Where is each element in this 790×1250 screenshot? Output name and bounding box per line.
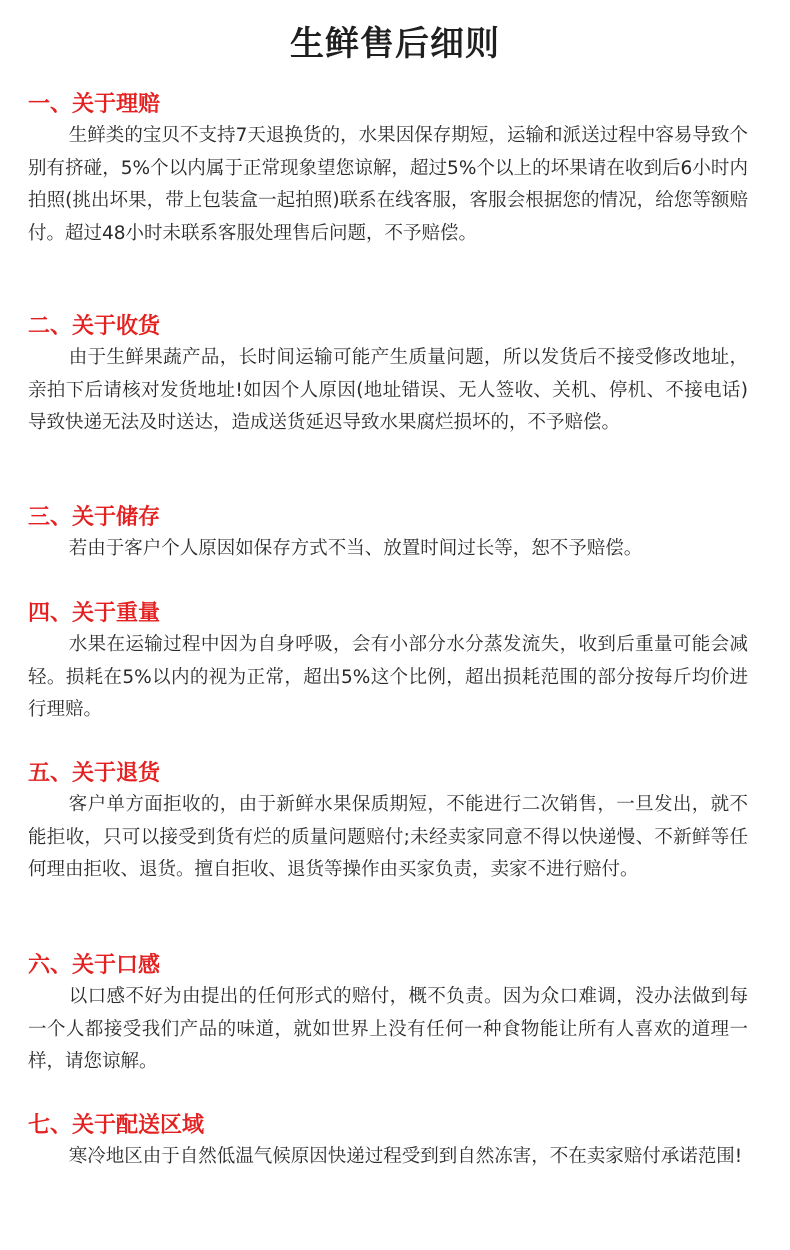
section-delivery-area (28, 1111, 748, 1174)
section-heading: 二、关于收货 (28, 314, 161, 339)
section-returns (28, 759, 748, 887)
section-body: 水果在运输过程中因为自身呼吸，会有小部分水分蒸发流失，收到后重量可能会减轻。损耗在5%以内的视为正常，超出5%这个比例，超出损耗范围的部分按每斤均价进行理赔。 (28, 634, 748, 720)
section-storage (28, 503, 748, 566)
section-heading: 七、关于配送区域 (28, 1113, 205, 1138)
section-receiving (28, 312, 748, 440)
section-body: 以口感不好为由提出的任何形式的赔付，概不负责。因为众口难调，没办法做到每一个人都接受我们产品的味道，就如世界上没有任何一种食物能让所有人喜欢的道理一样，请您谅解。 (28, 986, 748, 1072)
section-heading: 三、关于储存 (28, 505, 161, 530)
section-heading: 五、关于退货 (28, 761, 161, 786)
section-heading: 六、关于口感 (28, 953, 161, 978)
section-body: 寒冷地区由于自然低温气候原因快递过程受到到自然冻害，不在卖家赔付承诺范围! (68, 1146, 743, 1167)
section-taste (28, 951, 748, 1079)
section-claims (28, 90, 748, 250)
section-weight (28, 599, 748, 727)
page-title: 生鲜售后细则 (290, 24, 500, 64)
section-body: 若由于客户个人原因如保存方式不当、放置时间过长等，恕不予赔偿。 (68, 538, 643, 559)
section-body: 生鲜类的宝贝不支持7天退换货的，水果因保存期短，运输和派送过程中容易导致个别有挤碰，5%个以内属于正常现象望您谅解，超过5%个以上的坏果请在收到后6小时内拍照(挑出坏果，带上包装盒一起拍照)联系在线客服，客服会根据您的情况，给您等额赔付。超过48小时未联系客服处理售后问题，不予赔偿。 (28, 125, 748, 244)
section-body: 客户单方面拒收的，由于新鲜水果保质期短，不能进行二次销售，一旦发出，就不能拒收，只可以接受到货有烂的质量问题赔付;未经卖家同意不得以快递慢、不新鲜等任何理由拒收、退货。擅自拒收、退货等操作由买家负责，卖家不进行赔付。 (28, 794, 748, 880)
section-heading: 四、关于重量 (28, 601, 161, 626)
section-body: 由于生鲜果蔬产品，长时间运输可能产生质量问题，所以发货后不接受修改地址，亲拍下后请核对发货地址!如因个人原因(地址错误、无人签收、关机、停机、不接电话)导致快递无法及时送达，造成送货延迟导致水果腐烂损坏的，不予赔偿。 (28, 347, 748, 433)
section-heading: 一、关于理赔 (28, 92, 161, 117)
